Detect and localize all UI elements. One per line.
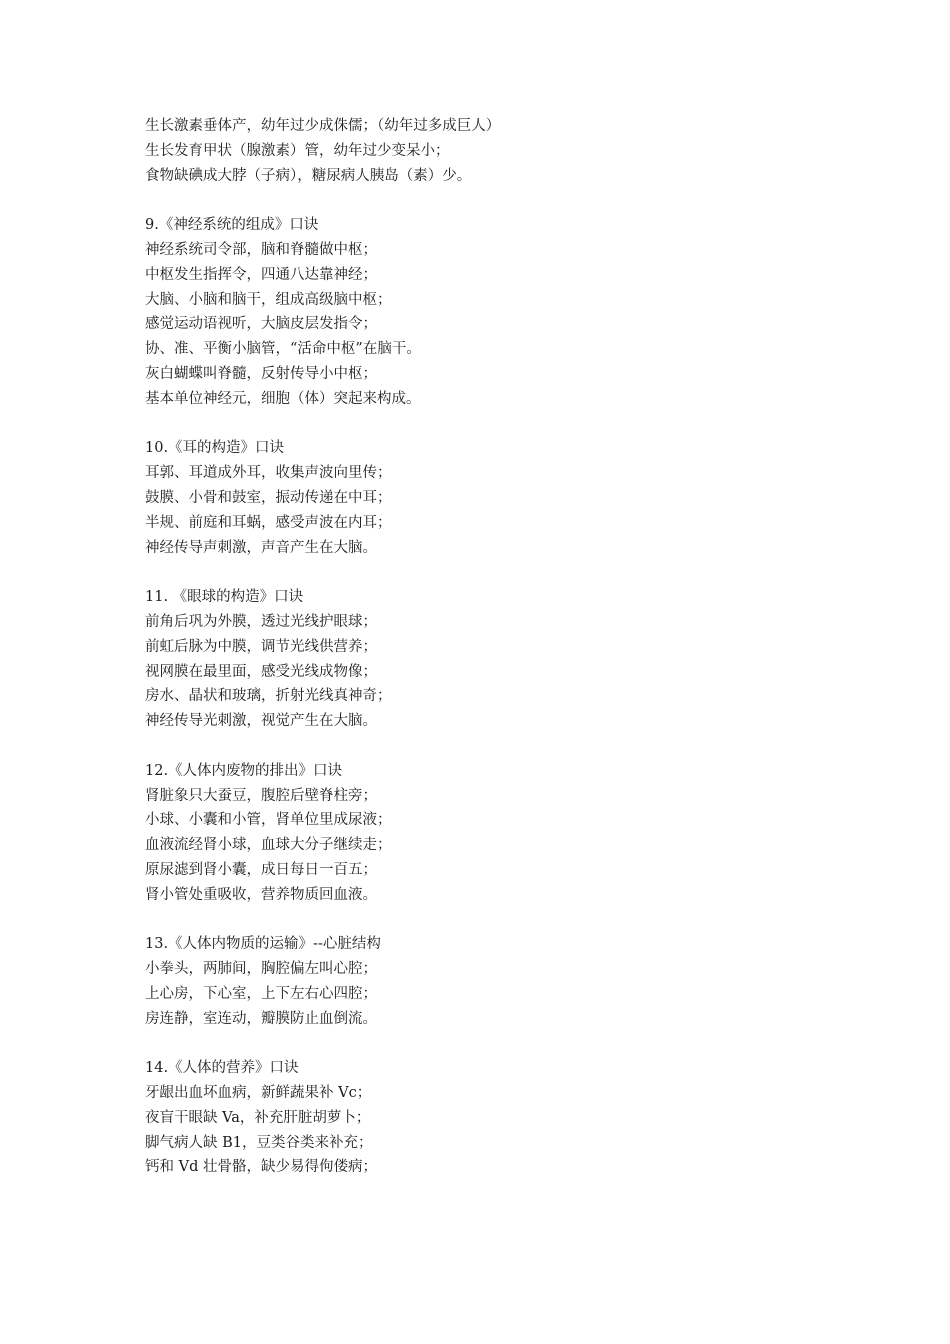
text-line: 神经系统司令部，脑和脊髓做中枢； bbox=[145, 241, 377, 258]
intro-block bbox=[145, 114, 845, 188]
text-line: 小拳头，两肺间，胸腔偏左叫心腔； bbox=[145, 961, 377, 978]
text-line: 灰白蝴蝶叫脊髓，反射传导小中枢； bbox=[145, 365, 377, 382]
text-line: 半规、前庭和耳蜗，感受声波在内耳； bbox=[145, 514, 392, 531]
text-line: 大脑、小脑和脑干，组成高级脑中枢； bbox=[145, 291, 392, 308]
paragraph-gap bbox=[145, 908, 845, 933]
text-line: 肾脏象只大蚕豆，腹腔后壁脊柱旁； bbox=[145, 787, 377, 804]
text-line: 生长激素垂体产，幼年过少成侏儒；（幼年过多成巨人） bbox=[145, 118, 501, 134]
paragraph-gap bbox=[145, 734, 845, 759]
text-line: 生长发育甲状（腺激素）管，幼年过少变呆小； bbox=[145, 142, 450, 159]
paragraph-gap bbox=[145, 560, 845, 585]
section-title: 9.《神经系统的组成》口诀 bbox=[145, 217, 319, 234]
text-line: 前虹后脉为中膜，调节光线供营养； bbox=[145, 638, 377, 655]
text-line: 血液流经肾小球，血球大分子继续走； bbox=[145, 837, 392, 854]
section-title: 10.《耳的构造》口诀 bbox=[145, 440, 285, 457]
paragraph-gap bbox=[145, 412, 845, 437]
text-line: 基本单位神经元，细胞（体）突起来构成。 bbox=[145, 390, 421, 407]
text-line: 钙和 Vd 壮骨骼，缺少易得佝偻病； bbox=[145, 1159, 377, 1176]
text-line: 肾小管处重吸收，营养物质回血液。 bbox=[145, 886, 377, 903]
section-title: 14.《人体的营养》口诀 bbox=[145, 1060, 299, 1077]
text-line: 脚气病人缺 B1，豆类谷类来补充； bbox=[145, 1134, 373, 1151]
text-line: 食物缺碘成大脖（子病），糖尿病人胰岛（素）少。 bbox=[145, 167, 472, 184]
text-line: 鼓膜、小骨和鼓室，振动传递在中耳； bbox=[145, 489, 392, 506]
section-title: 13.《人体内物质的运输》--心脏结构 bbox=[145, 936, 381, 953]
text-line: 小球、小囊和小管，肾单位里成尿液； bbox=[145, 812, 392, 829]
paragraph-gap bbox=[145, 1031, 845, 1056]
paragraph-gap bbox=[145, 188, 845, 213]
section-title: 11. 《眼球的构造》口诀 bbox=[145, 589, 304, 606]
text-line: 房连静，室连动，瓣膜防止血倒流。 bbox=[145, 1010, 377, 1027]
text-line: 协、准、平衡小脑管，“活命中枢”在脑干。 bbox=[145, 341, 421, 358]
section-ear-structure bbox=[145, 436, 845, 560]
section-title: 12.《人体内废物的排出》口诀 bbox=[145, 762, 343, 779]
document-page bbox=[145, 114, 845, 1180]
text-line: 神经传导声刺激，声音产生在大脑。 bbox=[145, 539, 377, 556]
text-line: 耳郭、耳道成外耳，收集声波向里传； bbox=[145, 465, 392, 482]
text-line: 中枢发生指挥令，四通八达靠神经； bbox=[145, 266, 377, 283]
section-nervous-system bbox=[145, 213, 845, 411]
section-heart-structure bbox=[145, 932, 845, 1031]
section-waste-excretion bbox=[145, 759, 845, 908]
text-line: 神经传导光刺激，视觉产生在大脑。 bbox=[145, 713, 377, 730]
text-line: 感觉运动语视听，大脑皮层发指令； bbox=[145, 316, 377, 333]
text-line: 牙龈出血坏血病，新鲜蔬果补 Vc； bbox=[145, 1085, 372, 1102]
text-line: 房水、晶状和玻璃，折射光线真神奇； bbox=[145, 688, 392, 705]
text-line: 原尿滤到肾小囊，成日每日一百五； bbox=[145, 861, 377, 878]
text-line: 前角后巩为外膜，透过光线护眼球； bbox=[145, 613, 377, 630]
section-eye-structure bbox=[145, 585, 845, 734]
text-line: 夜盲干眼缺 Va，补充肝脏胡萝卜； bbox=[145, 1109, 371, 1126]
text-line: 视网膜在最里面，感受光线成物像； bbox=[145, 663, 377, 680]
section-nutrition bbox=[145, 1056, 845, 1180]
text-line: 上心房，下心室，上下左右心四腔； bbox=[145, 985, 377, 1002]
